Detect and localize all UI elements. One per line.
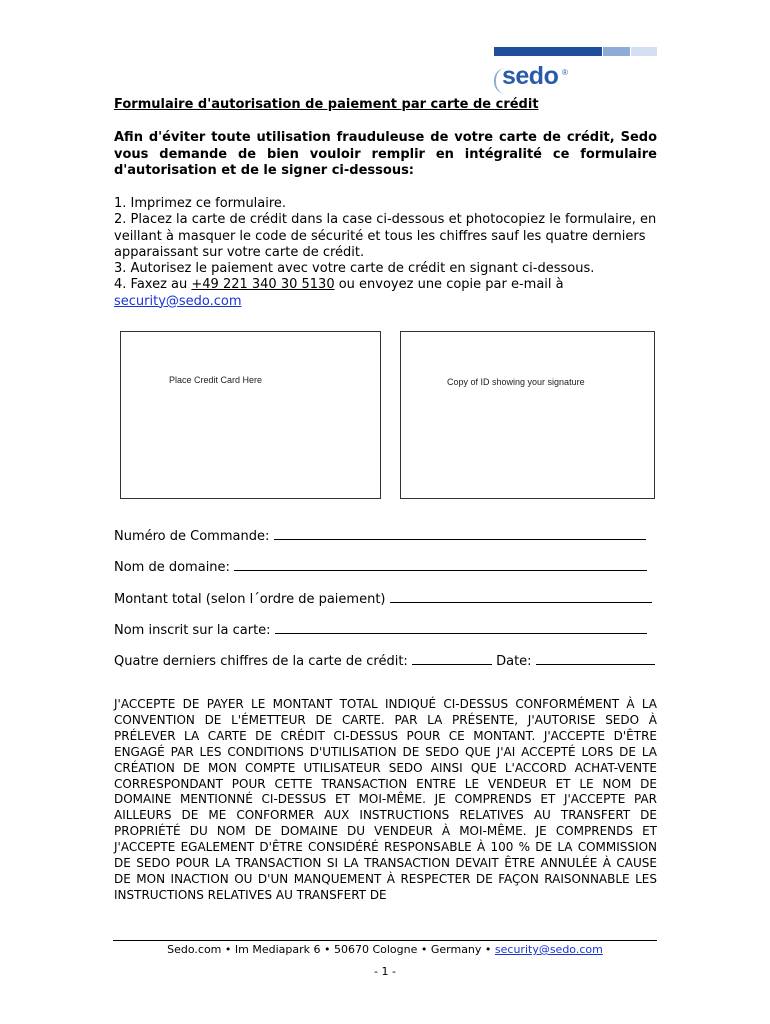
header-bar-light [631,47,657,56]
legal-agreement-text: J'ACCEPTE DE PAYER LE MONTANT TOTAL INDIQUÉ CI-DESSUS CONFORMÉMENT À LA CONVENTION DE L'ÉMETTEUR DE CARTE. PAR LA PRÉSENTE, J'AUTORISE SEDO À PRÉLEVER LA CARTE DE CRÉDIT CI-DESSUS POUR CE MONTANT. J'ACCEPTE D'ÊTRE ENGAGÉ PAR LES CONDITIONS D'UTILISATION DE SEDO QUE J'AI ACCEPTÉ LORS DE LA CRÉATION DE MON COMPTE UTILISATEUR SEDO AINSI QUE L'ACCORD ACHAT-VENTE CORRESPONDANT POUR CETTE TRANSACTION ENTRE LE VENDEUR ET LE NOM DE DOMAINE MENTIONNÉ CI-DESSUS ET MOI-MÊME. JE COMPRENDS ET J'ACCEPTE PAR AILLEURS DE ME CONFORMER AUX INSTRUCTIONS RELATIVES AU TRANSFERT DE PROPRIÉTÉ DU NOM DE DOMAINE DU VENDEUR À MOI-MÊME. JE COMPRENDS ET J'ACCEPTE EGALEMENT D'ÊTRE CONSIDÉRÉ RESPONSABLE À 100 % DE LA COMMISSION DE SEDO POUR LA TRANSACTION SI LA TRANSACTION DEVAIT ÊTRE ANNULÉE À CAUSE DE MON INACTION OU D'UN MANQUEMENT À RESPECTER DE FAÇON RAISONNABLE LES INSTRUCTIONS RELATIVES AU TRANSFERT DE [114,697,657,902]
fax-number: +49 221 340 30 5130 [191,277,335,293]
domain-name-field [114,558,647,575]
header-bar-dark [494,47,602,56]
date-label: Date: [496,654,532,669]
step-4-middle: ou envoyez une copie par e-mail à [334,277,564,293]
sedo-logo [494,64,574,96]
footer-address-text: Sedo.com • Im Mediapark 6 • 50670 Cologne • Germany • [167,943,495,956]
credit-card-box-label: Place Credit Card Here [169,375,263,385]
cardholder-name-line[interactable] [275,621,647,634]
logo-text: sedo [502,62,559,90]
intro-paragraph: Afin d'éviter toute utilisation frauduleuse de votre carte de crédit, Sedo vous demande de bien vouloir remplir en intégralité ce formulaire d'autorisation et de le signer ci-dessous: [114,130,657,178]
header-bar-mid [603,47,630,56]
step-4-prefix: 4. Faxez au [114,277,192,293]
page-title: Formulaire d'autorisation de paiement par carte de crédit [114,97,539,112]
order-number-line[interactable] [274,527,646,540]
total-amount-line[interactable] [390,590,652,603]
last-four-label: Quatre derniers chiffres de la carte de crédit: [114,654,408,669]
footer-email-link[interactable]: security@sedo.com [494,943,603,956]
domain-name-label: Nom de domaine: [114,560,230,575]
step-4 [114,277,659,310]
security-email-link[interactable]: security@sedo.com [114,293,242,309]
instruction-steps [114,196,659,310]
step-2: 2. Placez la carte de crédit dans la case ci-dessous et photocopiez le formulaire, en veillant à masquer le code de sécurité et tous les chiffres sauf les quatre derniers apparaissant sur votre carte de crédit. [114,212,657,260]
footer-address [113,943,657,956]
cardholder-name-field [114,621,647,638]
domain-name-line[interactable] [234,558,647,571]
page-number: - 1 - [374,965,396,978]
date-line[interactable] [536,652,655,665]
footer-divider [113,940,657,941]
total-amount-label: Montant total (selon l´ordre de paiement) [114,592,386,607]
last-four-line[interactable] [412,652,492,665]
logo-registered-mark: ® [562,68,568,77]
order-number-label: Numéro de Commande: [114,529,270,544]
id-copy-box [400,331,655,499]
step-1: 1. Imprimez ce formulaire. [114,196,287,211]
total-amount-field [114,590,652,607]
id-copy-box-label: Copy of ID showing your signature [447,377,585,387]
step-3: 3. Autorisez le paiement avec votre carte de crédit en signant ci-dessous. [114,261,595,277]
cardholder-name-label: Nom inscrit sur la carte: [114,623,271,638]
credit-card-box [120,331,381,499]
order-number-field [114,527,646,544]
last-four-field [114,652,655,669]
